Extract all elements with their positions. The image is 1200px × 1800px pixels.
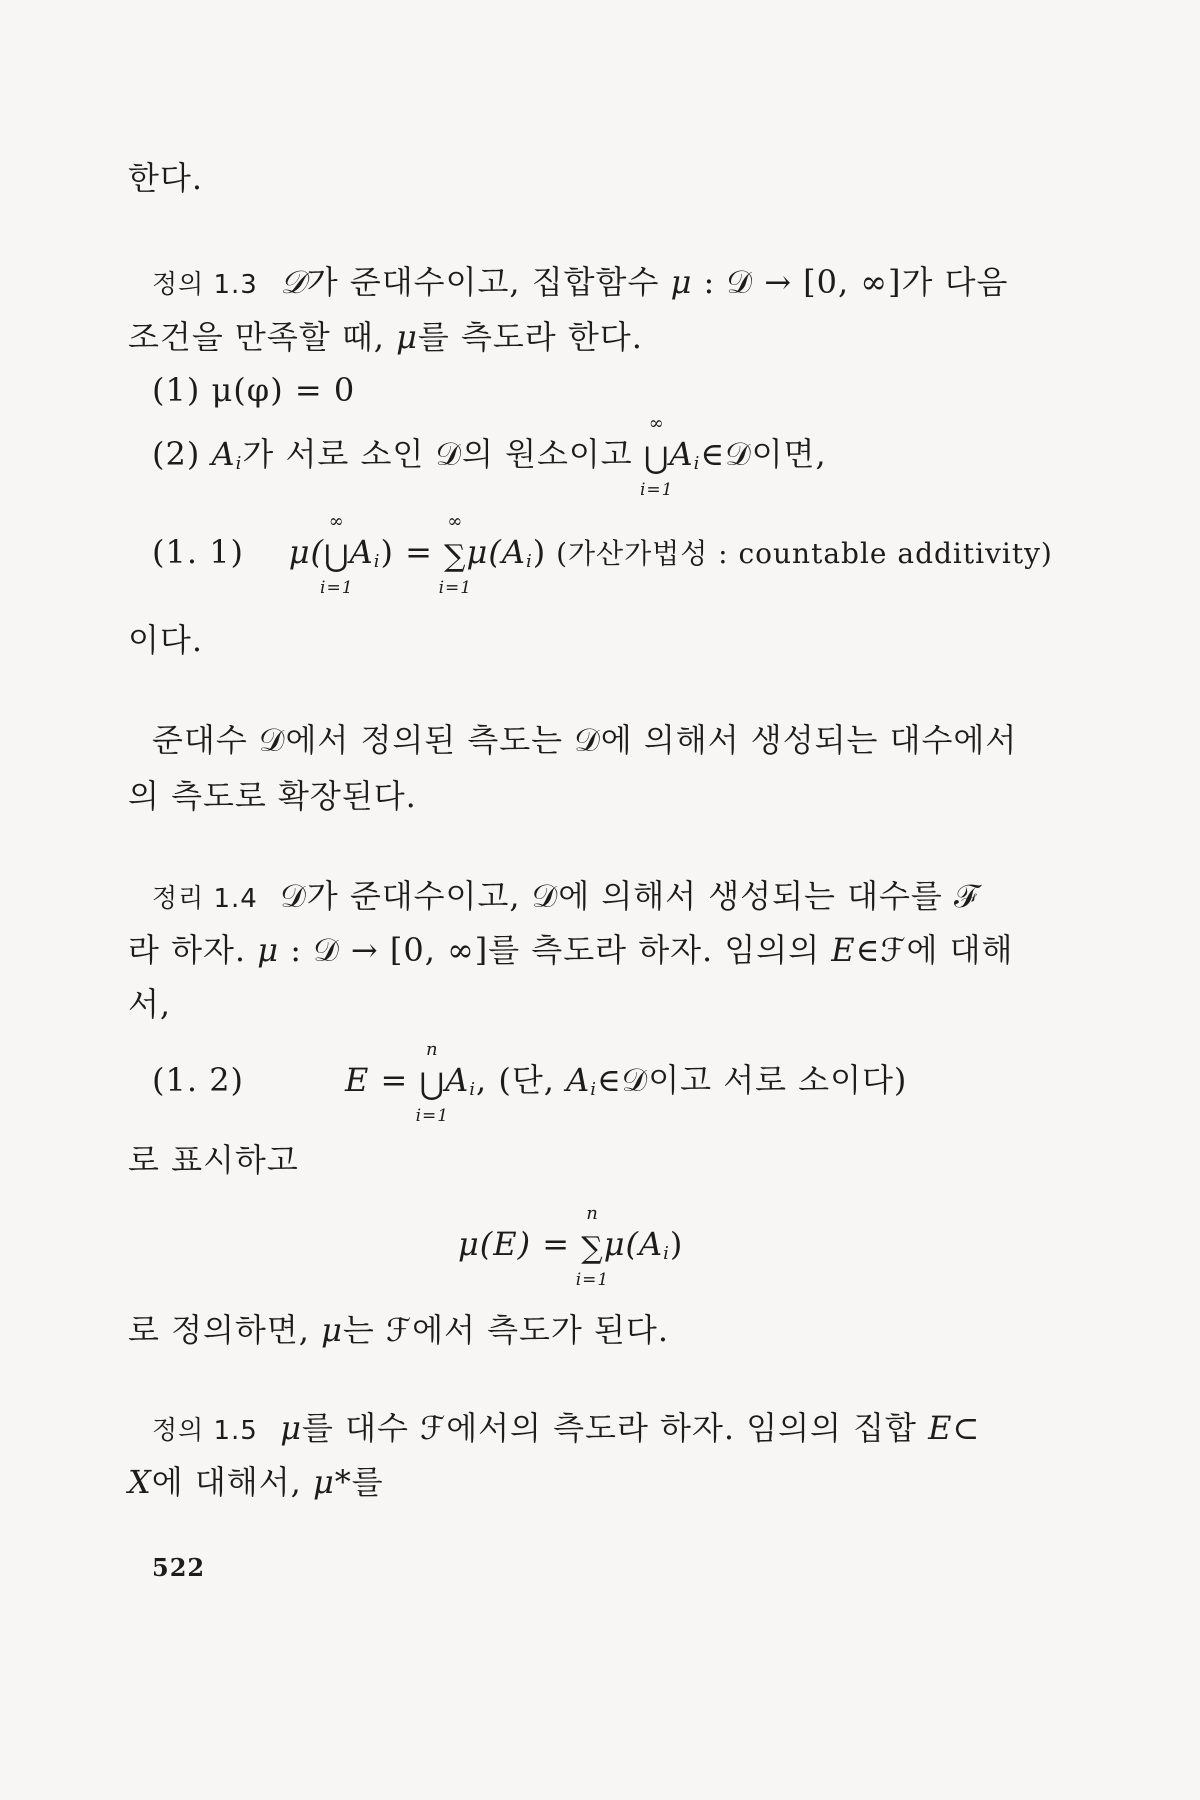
paragraph-line-1 <box>152 720 1017 760</box>
condition-1 <box>152 370 355 410</box>
sum-symbol: ∑ <box>444 538 467 574</box>
math-symbol: 𝒟 <box>280 263 307 301</box>
text: 𝒟가 준대수이고, 𝒟에 의해서 생성되는 대수를 ℱ <box>280 877 979 915</box>
definition-1-5-line-2 <box>128 1462 384 1502</box>
upper-limit: n <box>586 1202 599 1224</box>
math-symbol: E <box>928 1409 953 1447</box>
paragraph-line-2 <box>128 776 417 816</box>
text: , (단, <box>476 1061 567 1099</box>
math-symbol: μ <box>280 1409 302 1447</box>
text: ∈𝒟이고 서로 소이다) <box>596 1061 908 1099</box>
lower-limit: i=1 <box>415 1105 450 1126</box>
text: 로 정의하면, <box>128 1311 322 1349</box>
theorem-1-4-line-1 <box>152 876 979 919</box>
sum-operator <box>575 1202 610 1290</box>
math: μ(A <box>466 533 526 571</box>
text: (가산가법성 : countable additivity) <box>546 537 1053 570</box>
union-operator <box>639 412 674 500</box>
math-symbol: A <box>669 435 694 473</box>
union-symbol: ⋃ <box>324 538 350 574</box>
definition-label: 정의 1.3 <box>152 270 258 300</box>
union-operator <box>320 510 354 598</box>
text: : 𝒟 → [0, ∞]가 다음 <box>692 263 1009 301</box>
text: 를 <box>351 1463 384 1501</box>
definition-label: 정의 1.5 <box>152 1416 258 1446</box>
math-symbol: μ <box>670 263 693 301</box>
upper-limit: ∞ <box>328 510 345 532</box>
text: 를 측도라 한다. <box>417 318 643 356</box>
text: 이다. <box>128 621 203 659</box>
math: ⊂ <box>952 1409 981 1447</box>
math-symbol: μ <box>257 931 280 969</box>
lower-limit: i=1 <box>575 1269 610 1290</box>
subscript: i <box>469 1079 476 1100</box>
text: ∈ℱ에 대해 <box>855 931 1014 969</box>
math: ) = <box>380 533 445 571</box>
text-line <box>128 620 203 660</box>
text: 준대수 𝒟에서 정의된 측도는 𝒟에 의해서 생성되는 대수에서 <box>152 721 1018 759</box>
lower-limit: i=1 <box>438 577 473 598</box>
subscript: i <box>590 1079 597 1100</box>
math: μ(E) = <box>458 1225 582 1263</box>
text: 조건을 만족할 때, <box>128 318 397 356</box>
math: μ(A <box>603 1225 664 1263</box>
text: 한다. <box>128 159 203 197</box>
text-line <box>128 158 203 198</box>
math-symbol: E <box>831 931 856 969</box>
text: : 𝒟 → [0, ∞]를 측도라 하자. 임의의 <box>279 931 832 969</box>
text: 의 측도로 확장된다. <box>128 777 417 815</box>
math-symbol: E <box>345 1061 370 1099</box>
text: 서, <box>128 985 172 1023</box>
text: (1) μ(φ) = 0 <box>152 371 356 409</box>
text-line <box>128 1310 669 1350</box>
equation-1-2-number <box>152 1060 244 1100</box>
math-symbol: μ <box>321 1311 343 1349</box>
subscript: i <box>525 551 533 572</box>
math: = <box>369 1061 420 1099</box>
math-symbol: μ <box>396 318 418 356</box>
theorem-1-4-line-3 <box>128 984 171 1024</box>
upper-limit: ∞ <box>447 510 464 532</box>
upper-limit: ∞ <box>648 412 665 434</box>
text: 가 준대수이고, 집합함수 <box>306 263 671 301</box>
math-symbol: X <box>128 1463 152 1501</box>
definition-1-3-line-2 <box>128 317 643 357</box>
math: μ( <box>288 533 324 571</box>
equation-number: (1. 1) <box>152 533 245 571</box>
union-operator <box>415 1038 450 1126</box>
math: ) <box>532 533 547 571</box>
text: 는 ℱ에서 측도가 된다. <box>342 1311 670 1349</box>
math-symbol: A <box>445 1061 470 1099</box>
text-line <box>128 1140 299 1180</box>
definition-1-5-line-1 <box>152 1408 980 1451</box>
lower-limit: i=1 <box>320 577 354 598</box>
equation-1-1 <box>152 510 1053 598</box>
text: 로 표시하고 <box>128 1141 299 1179</box>
subscript: i <box>663 1243 670 1264</box>
sum-operator <box>438 510 473 598</box>
math-symbol: A <box>211 435 236 473</box>
text: 를 대수 ℱ에서의 측도라 하자. 임의의 집합 <box>302 1409 929 1447</box>
upper-limit: n <box>426 1038 439 1060</box>
text: 에 대해서, <box>151 1463 313 1501</box>
equation-number: (1. 2) <box>152 1061 245 1099</box>
subscript: i <box>235 453 243 474</box>
subscript: i <box>373 551 381 572</box>
theorem-label: 정리 1.4 <box>152 884 258 914</box>
condition-2 <box>152 412 827 500</box>
text: (2) <box>152 435 212 473</box>
math-symbol: μ* <box>312 1463 352 1501</box>
union-symbol: ⋃ <box>419 1066 446 1102</box>
theorem-1-4-line-2 <box>128 930 1013 970</box>
definition-1-3-line-1 <box>152 262 1008 305</box>
math-symbol: A <box>349 533 374 571</box>
math-symbol: A <box>566 1061 591 1099</box>
lower-limit: i=1 <box>639 479 674 500</box>
text: 라 하자. <box>128 931 258 969</box>
subscript: i <box>693 453 701 474</box>
union-symbol: ⋃ <box>643 440 670 476</box>
sum-symbol: ∑ <box>581 1230 604 1266</box>
math: ) <box>669 1225 684 1263</box>
measure-equation <box>458 1202 684 1290</box>
text: ∈𝒟이면, <box>700 435 827 473</box>
text: 가 서로 소인 𝒟의 원소이고 <box>242 435 644 473</box>
page-number: 522 <box>152 1553 206 1582</box>
equation-1-2 <box>345 1038 908 1126</box>
